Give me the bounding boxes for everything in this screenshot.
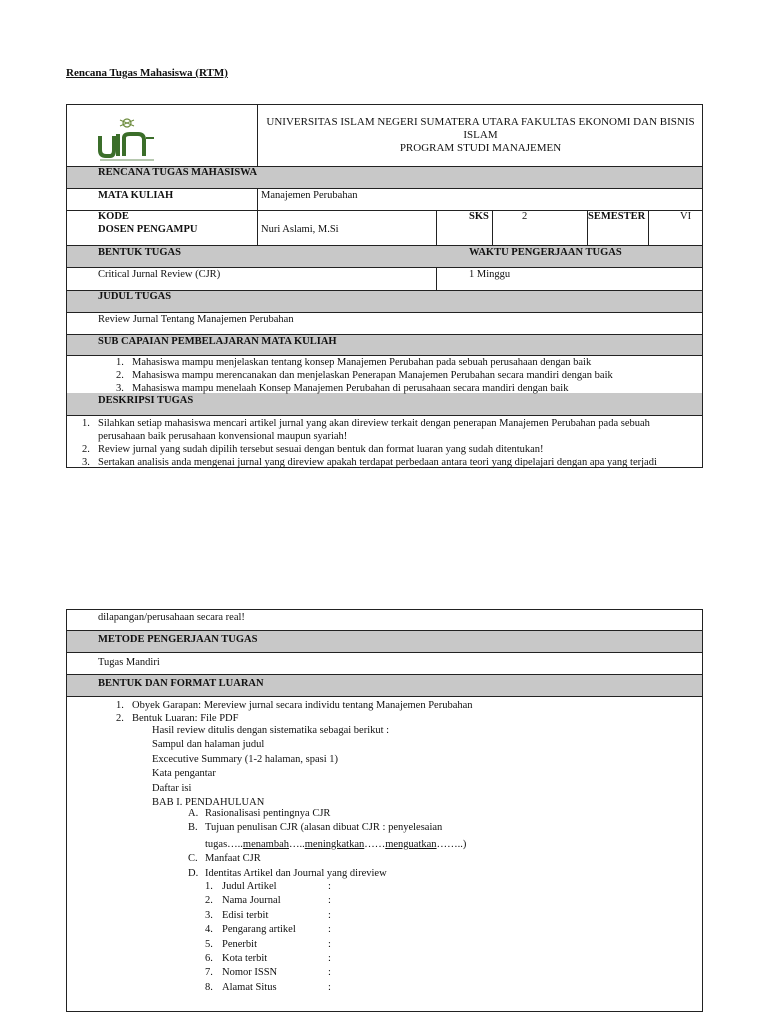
sistematika-line: Sampul dan halaman judul bbox=[152, 739, 265, 751]
sistematika-line: Daftar isi bbox=[152, 782, 192, 794]
list-item: 1. Silahkan setiap mahasiswa mencari artikel jurnal yang akan direview terkait dengan penerapan Manajemen Perubahan pada sebuah bbox=[82, 418, 650, 429]
list-item: 2. Nama Journal : bbox=[205, 895, 331, 907]
list-item: 1. Mahasiswa mampu menjelaskan tentang konsep Manajemen Perubahan pada sebuah perusahaan dengan baik bbox=[116, 357, 592, 368]
header-line1: UNIVERSITAS ISLAM NEGERI SUMATERA UTARA FAKULTAS EKONOMI DAN BISNIS bbox=[266, 116, 695, 128]
list-item: 3. Sertakan analisis anda mengenai jurnal yang direview apakah terdapat perbedaan antara teori yang dipelajari dengan apa yang terjadi bbox=[82, 457, 657, 469]
university-header bbox=[258, 116, 703, 156]
list-item-cont: tugas…..menambah…..meningkatkan……menguatkan……..) bbox=[205, 838, 467, 850]
kode-label: KODE bbox=[98, 211, 129, 222]
mata-kuliah-value: Manajemen Perubahan bbox=[261, 190, 358, 201]
list-item: 4. Pengarang artikel : bbox=[205, 924, 331, 936]
header-line2: ISLAM bbox=[463, 129, 498, 142]
sub-capaian-label: SUB CAPAIAN PEMBELAJARAN MATA KULIAH bbox=[98, 336, 337, 347]
bentuk-tugas-value: Critical Jurnal Review (CJR) bbox=[98, 269, 221, 280]
waktu-label: WAKTU PENGERJAAN TUGAS bbox=[469, 247, 622, 258]
list-item: B. Tujuan penulisan CJR (alasan dibuat CJR : penyelesaian bbox=[188, 822, 443, 834]
rtm-table-page1 bbox=[66, 104, 703, 468]
bab-list bbox=[188, 807, 466, 881]
bentuk-tugas-label: BENTUK TUGAS bbox=[98, 247, 181, 258]
deskripsi-label: DESKRIPSI TUGAS bbox=[98, 395, 194, 406]
sks-label: SKS bbox=[469, 211, 489, 222]
list-item: 5. Penerbit : bbox=[205, 938, 331, 950]
rtm-label: RENCANA TUGAS MAHASISWA bbox=[98, 167, 258, 178]
sistematika-line: Excecutive Summary (1-2 halaman, spasi 1) bbox=[152, 753, 339, 765]
list-item: perusahaan baik perusahaan konvensional maupun syariah! bbox=[98, 431, 348, 443]
list-item: 3. Edisi terbit : bbox=[205, 909, 331, 921]
deskripsi-continued: dilapangan/perusahaan secara real! bbox=[98, 612, 245, 623]
metode-value: Tugas Mandiri bbox=[98, 657, 160, 668]
list-item: 2. Mahasiswa mampu merencanakan dan menjelaskan Penerapan Manajemen Perubahan secara mandiri dengan baik bbox=[116, 370, 613, 382]
luaran-list bbox=[116, 699, 473, 725]
metode-label: METODE PENGERJAAN TUGAS bbox=[98, 634, 258, 645]
list-item: 2. Review jurnal yang sudah dipilih tersebut sesuai dengan bentuk dan format luaran yang sudah ditentukan! bbox=[82, 444, 544, 456]
dosen-value: Nuri Aslami, M.Si bbox=[261, 224, 339, 235]
sks-value: 2 bbox=[522, 211, 528, 222]
identitas-list bbox=[205, 880, 405, 995]
sub-capaian-list bbox=[116, 356, 613, 395]
sistematika-line: Kata pengantar bbox=[152, 768, 216, 780]
list-item: 7. Nomor ISSN : bbox=[205, 967, 331, 979]
judul-tugas-value: Review Jurnal Tentang Manajemen Perubahan bbox=[98, 314, 294, 325]
list-item: A. Rasionalisasi pentingnya CJR bbox=[188, 808, 331, 819]
list-item: 1. Judul Artikel : bbox=[205, 881, 331, 892]
judul-tugas-label: JUDUL TUGAS bbox=[98, 291, 172, 302]
waktu-value: 1 Minggu bbox=[469, 269, 511, 280]
list-item: C. Manfaat CJR bbox=[188, 853, 261, 865]
semester-value: VI bbox=[680, 211, 692, 222]
sistematika-line: BAB I. PENDAHULUAN bbox=[152, 797, 265, 809]
semester-label: SEMESTER bbox=[588, 211, 646, 222]
luaran-label: BENTUK DAN FORMAT LUARAN bbox=[98, 678, 264, 689]
header-line3: PROGRAM STUDI MANAJEMEN bbox=[399, 142, 562, 155]
sistematika-intro: Hasil review ditulis dengan sistematika sebagai berikut : bbox=[152, 725, 390, 736]
list-item: 3. Mahasiswa mampu menelaah Konsep Manajemen Perubahan di perusahaan secara mandiri dengan baik bbox=[116, 383, 569, 395]
mata-kuliah-label: MATA KULIAH bbox=[98, 190, 174, 201]
dosen-label: DOSEN PENGAMPU bbox=[98, 224, 198, 235]
list-item: 1. Obyek Garapan: Mereview jurnal secara individu tentang Manajemen Perubahan bbox=[116, 700, 473, 711]
list-item: 6. Kota terbit : bbox=[205, 953, 331, 965]
deskripsi-list bbox=[82, 417, 657, 470]
list-item: D. Identitas Artikel dan Journal yang direview bbox=[188, 867, 387, 879]
list-item: 8. Alamat Situs : bbox=[205, 981, 331, 993]
list-item: 2. Bentuk Luaran: File PDF bbox=[116, 713, 239, 725]
sistematika-block bbox=[152, 724, 389, 810]
university-logo bbox=[96, 114, 158, 166]
document-title: Rencana Tugas Mahasiswa (RTM) bbox=[66, 67, 228, 79]
